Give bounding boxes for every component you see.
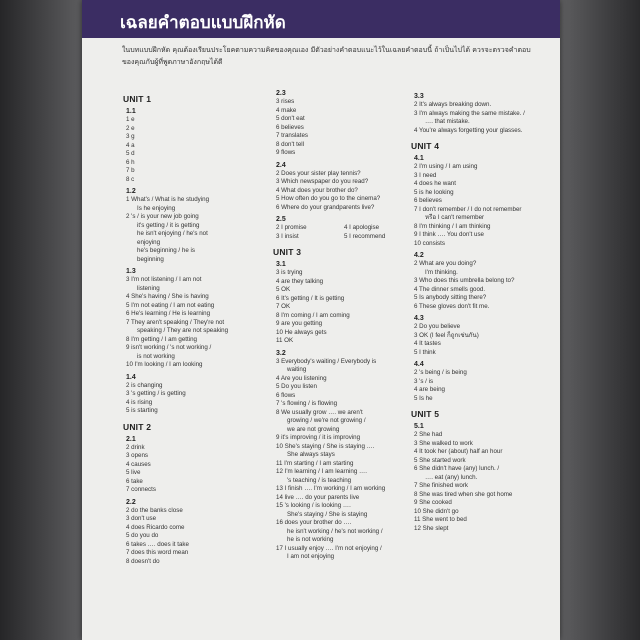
section-number: 2.3 <box>276 90 286 97</box>
answer-line: 9 She cooked <box>414 499 452 506</box>
answer-line: 3 I'm always making the same mistake. / <box>414 109 525 117</box>
answer-line: 5 How often do you go to the cinema? <box>276 195 381 202</box>
section-number: 1.1 <box>126 108 136 115</box>
answer-line: 6 Where do your grandparents live? <box>276 203 375 211</box>
answer-line: 3 Which newspaper do you read? <box>276 178 369 185</box>
answer-line: 9 isn't working / 's not working / <box>126 344 212 351</box>
answer-line: 2 do the banks close <box>126 506 183 514</box>
answer-line-continued: growing / we're not growing / <box>287 417 366 424</box>
answer-line: 8 I'm getting / I am getting <box>126 335 197 343</box>
answer-line: 7 She finished work <box>414 482 468 489</box>
answer-line: 6 believes <box>276 123 304 131</box>
answer-line: 7 b <box>126 167 135 174</box>
answer-line: 16 does your brother do …. <box>276 519 352 526</box>
answer-line: 3 I need <box>414 171 437 179</box>
answer-line: 2 What are you doing? <box>414 260 477 267</box>
section-number: 4.3 <box>414 315 424 322</box>
answer-line: 4 It took her (about) half an hour <box>414 448 503 455</box>
section-number: 3.3 <box>414 93 424 100</box>
answer-line: 3 Everybody's waiting / Everybody is <box>276 357 377 365</box>
answer-line: 10 He always gets <box>276 328 327 336</box>
answer-line: 5 Is anybody sitting there? <box>414 294 487 301</box>
book-page <box>82 0 560 640</box>
answer-line: 7 connects <box>126 486 156 493</box>
answer-line: 9 are you getting <box>276 320 323 327</box>
answer-line: 10 consists <box>414 239 445 247</box>
answer-line: 5 I think <box>414 348 436 356</box>
section-number: 2.1 <box>126 435 136 443</box>
answer-line: 4 are being <box>414 386 445 393</box>
answer-line: 9 it's improving / it is improving <box>276 434 361 441</box>
answer-column-3 <box>408 89 553 533</box>
answer-line: 6 These gloves don't fit me. <box>414 302 490 310</box>
answer-line: 3 She walked to work <box>414 439 473 447</box>
answer-line: 6 believes <box>414 197 442 204</box>
answer-line: 4 does Ricardo come <box>126 523 185 531</box>
answer-line: 6 h <box>126 158 135 166</box>
answer-line: 2 I'm using / I am using <box>414 163 478 170</box>
answer-line: 8 She was tired when she got home <box>414 490 513 498</box>
section-number: 2.5 <box>276 216 286 223</box>
answer-line: 2 is changing <box>126 381 163 389</box>
answer-line: 4 make <box>276 106 297 114</box>
answer-line: 3 rises <box>276 98 295 105</box>
answer-line: 7 I don't remember / I do not remember <box>414 205 522 213</box>
answer-line: 14 live …. do your parents live <box>276 493 360 501</box>
answer-line: 6 flows <box>276 391 296 399</box>
unit-heading: UNIT 5 <box>411 409 440 419</box>
section-number: 4.1 <box>414 155 424 162</box>
answer-line: 4 What does your brother do? <box>276 186 358 194</box>
answer-line: 4 causes <box>126 460 151 468</box>
answer-line: 3 is trying <box>276 269 303 276</box>
answer-line-continued: …. that mistake. <box>425 118 470 125</box>
answer-line: 2 's / is your new job going <box>126 213 199 220</box>
answer-line-continued: …. eat (any) lunch. <box>425 473 478 481</box>
answer-line-continued: he isn't enjoying / he's not <box>137 230 208 237</box>
answer-line-continued: beginning <box>137 255 164 263</box>
answer-pair <box>270 224 410 233</box>
answer-line: 8 I'm thinking / I am thinking <box>414 222 491 230</box>
answer-line: 5 Do you listen <box>276 383 317 390</box>
answer-line: 3 's / is <box>414 377 434 385</box>
section-number: 1.4 <box>126 373 136 381</box>
answer-line-continued: I am not enjoying <box>287 553 335 560</box>
answer-line: 4 You're always forgetting your glasses. <box>414 126 523 134</box>
answer-line: 4 She's having / She is having <box>126 293 209 300</box>
answer-line: 3 don't use <box>126 515 157 522</box>
answer-line: 5 live <box>126 469 141 476</box>
section-number: 4.2 <box>414 252 424 259</box>
answer-line: 4 are they talking <box>276 277 324 285</box>
answer-line-continued: he's beginning / he is <box>137 247 195 254</box>
answer-line: 5 d <box>126 150 135 157</box>
answer-line: 9 I think …. You don't use <box>414 231 484 238</box>
answer-line: 8 doesn't do <box>126 557 160 565</box>
answer-line: 3 I insist <box>276 232 299 240</box>
answer-line: 9 flows <box>276 149 296 156</box>
answer-line-continued: หรือ I can't remember <box>425 214 485 221</box>
answer-line: 7 translates <box>276 132 308 139</box>
answer-line: 5 do you do <box>126 532 159 539</box>
answer-line: 15 's looking / is looking …. <box>276 502 351 509</box>
answer-line-continued: She's staying / She is staying <box>287 510 368 518</box>
answer-line: 4 is rising <box>126 398 153 406</box>
answer-line: 3 g <box>126 133 135 140</box>
answer-line: 2 Do you believe <box>414 323 461 330</box>
answer-line: 2 e <box>126 124 135 132</box>
answer-line: 2 drink <box>126 443 145 451</box>
intro-paragraph: ในบทแบบฝึกหัด คุณต้องเรียนประโยคตามความคิดของคุณเอง มีตัวอย่างคำตอบแนะไว้ในเฉลยคำตอบนี้ ถ้าเป็นไปได้ ควรจะตรวจคำตอบของคุณกับผู้ที่พูดภาษาอังกฤษได้ดี <box>122 46 531 66</box>
answer-line: 11 I'm starting / I am starting <box>276 459 354 467</box>
answer-line: 8 don't tell <box>276 140 305 148</box>
answer-line: 10 I'm looking / I am looking <box>126 361 203 368</box>
answer-line-continued: enjoying <box>137 238 161 246</box>
answer-line: 12 I'm learning / I am learning …. <box>276 468 367 475</box>
answer-line: 5 Is he <box>414 394 433 402</box>
unit-heading: UNIT 1 <box>123 94 152 104</box>
answer-line-continued: Is he enjoying <box>137 204 176 212</box>
answer-line: 5 don't eat <box>276 115 305 122</box>
answer-line: 2 Does your sister play tennis? <box>276 169 361 177</box>
unit-heading: UNIT 3 <box>273 247 302 257</box>
section-number: 5.1 <box>414 423 424 430</box>
answer-line: 13 I finish …. I'm working / I am working <box>276 485 386 492</box>
answer-column-1 <box>120 88 260 566</box>
unit-heading: UNIT 4 <box>411 141 440 151</box>
page-header <box>82 0 560 38</box>
answer-line: 2 She had <box>414 431 443 438</box>
answer-line: 5 She started work <box>414 456 466 464</box>
answer-line: 4 a <box>126 141 135 149</box>
section-number: 1.2 <box>126 188 136 195</box>
answer-line: 10 She didn't go <box>414 507 459 515</box>
answer-line: 2 I promise <box>276 224 307 231</box>
answer-line: 6 It's getting / It is getting <box>276 294 345 302</box>
answer-line: 4 Are you listening <box>276 374 327 382</box>
page-title: เฉลยคำตอบแบบฝึกหัด <box>120 13 286 33</box>
answer-line: 3 OK (I feel ก็ถูกเช่นกัน) <box>414 331 479 339</box>
answer-line-continued: 's teaching / is teaching <box>287 476 352 484</box>
answer-line-continued: he is not working <box>287 536 334 543</box>
answer-line: 6 He's learning / He is learning <box>126 310 211 317</box>
answer-line: 5 is he looking <box>414 188 454 196</box>
answer-line-continued: he isn't working / he's not working / <box>287 527 383 535</box>
answer-line: 4 I apologise <box>344 224 380 231</box>
answer-line: 6 She didn't have (any) lunch. / <box>414 465 500 472</box>
answer-line: 8 I'm coming / I am coming <box>276 311 350 319</box>
answer-line: 5 is starting <box>126 407 158 414</box>
answer-line: 5 I'm not eating / I am not eating <box>126 301 215 309</box>
answer-line: 5 OK <box>276 286 291 293</box>
section-number: 2.4 <box>276 161 286 169</box>
answer-line: 4 The dinner smells good. <box>414 285 486 293</box>
answer-line: 6 take <box>126 477 143 485</box>
section-number: 2.2 <box>126 498 136 506</box>
answer-line: 17 I usually enjoy …. I'm not enjoying / <box>276 544 382 552</box>
answer-line: 3 I'm not listening / I am not <box>126 276 202 283</box>
answer-line: 6 takes …. does it take <box>126 540 189 548</box>
section-number: 3.2 <box>276 349 286 357</box>
answer-line-continued: is not working <box>137 352 175 360</box>
answer-column-2 <box>270 86 410 562</box>
answer-line-continued: listening <box>137 284 160 292</box>
answer-line: 4 It tastes <box>414 340 441 347</box>
answer-line: 2 It's always breaking down. <box>414 101 492 108</box>
answer-line: 3 Who does this umbrella belong to? <box>414 277 515 284</box>
answer-line-continued: speaking / They are not speaking <box>137 327 229 334</box>
answer-line: 8 We usually grow …. we aren't <box>276 408 363 416</box>
answer-line: 5 I recommend <box>344 232 386 240</box>
answer-line: 3 's getting / is getting <box>126 390 186 397</box>
answer-line: 10 She's staying / She is staying …. <box>276 442 375 450</box>
answer-line: 11 She went to bed <box>414 516 467 523</box>
answer-line: 1 e <box>126 116 135 123</box>
answer-line: 7 's flowing / is flowing <box>276 400 338 407</box>
answer-line: 7 OK <box>276 303 291 310</box>
answer-line: 4 does he want <box>414 180 456 187</box>
answer-line: 7 does this word mean <box>126 549 189 556</box>
answer-line: 12 She slept <box>414 524 449 532</box>
unit-heading: UNIT 2 <box>123 421 152 432</box>
answer-line: 8 c <box>126 175 135 183</box>
answer-line: 7 They aren't speaking / They're not <box>126 318 225 326</box>
answer-line: 1 What's / What is he studying <box>126 196 210 203</box>
section-number: 4.4 <box>414 361 424 368</box>
answer-line: 3 opens <box>126 452 149 459</box>
answer-line-continued: I'm thinking. <box>425 268 458 276</box>
answer-line-continued: it's getting / it is getting <box>137 221 200 229</box>
answer-line-continued: waiting <box>287 366 307 373</box>
section-number: 1.3 <box>126 268 136 275</box>
answer-line: 11 OK <box>276 337 294 344</box>
answer-pair <box>270 233 410 242</box>
answer-line-continued: She always stays <box>287 451 335 458</box>
answer-line-continued: we are not growing <box>287 425 340 433</box>
section-number: 3.1 <box>276 261 286 268</box>
answer-line: 2 's being / is being <box>414 369 467 376</box>
